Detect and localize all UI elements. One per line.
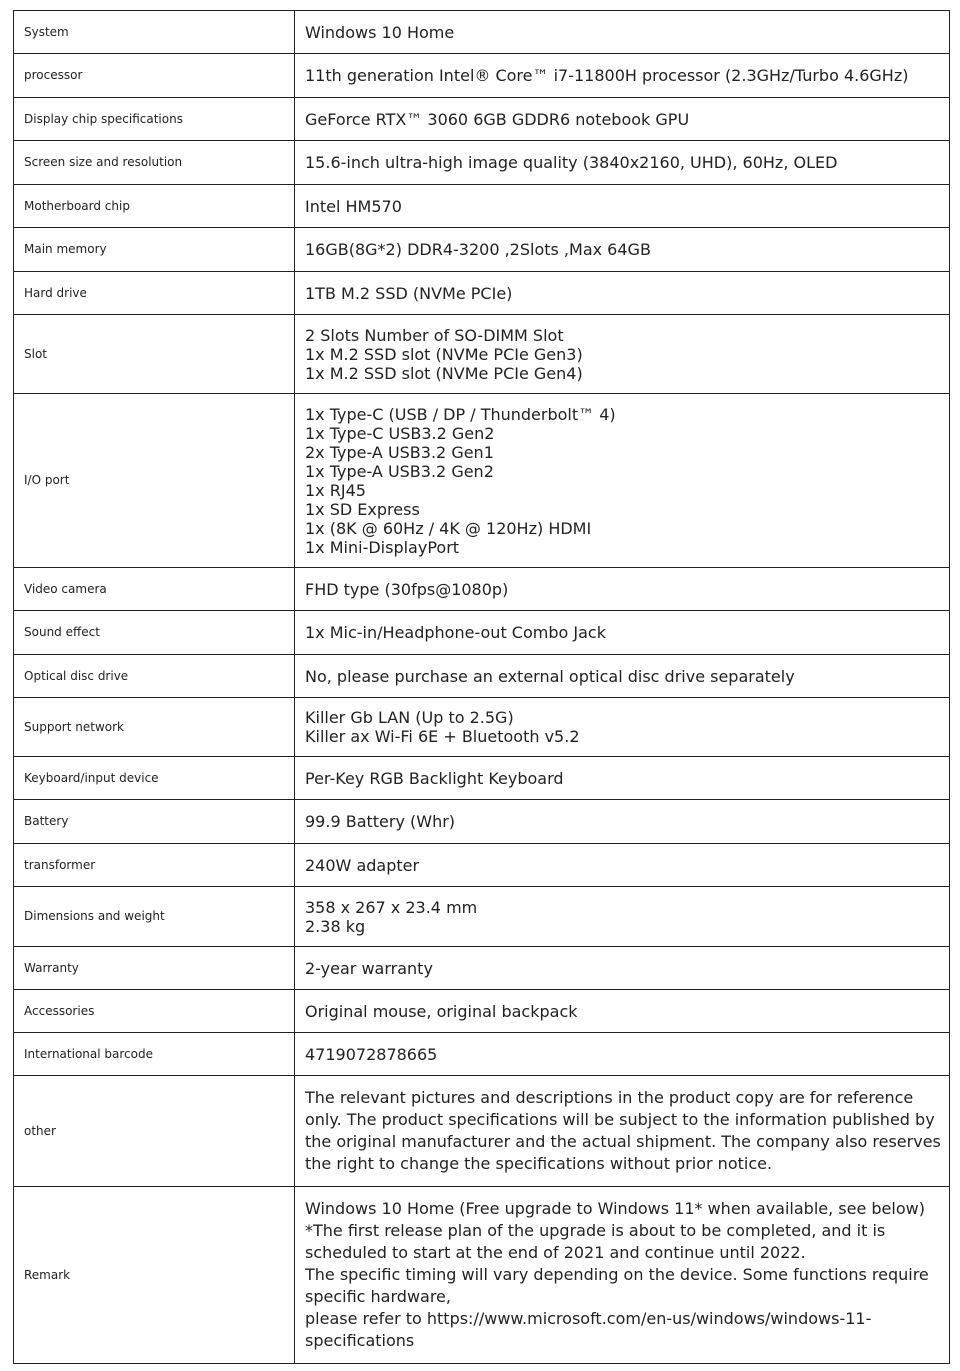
- spec-value: [295, 272, 950, 315]
- spec-row: [14, 315, 950, 394]
- spec-value-paragraph: *The first release plan of the upgrade is about to be completed, and it is scheduled to start at the end of 2021 and continue until 2022.: [305, 1221, 886, 1262]
- spec-row: [14, 698, 950, 757]
- spec-row: [14, 887, 950, 947]
- spec-value-line: 1x SD Express: [305, 499, 420, 519]
- spec-label: Support network: [14, 698, 295, 757]
- spec-value-line: Windows 10 Home: [305, 22, 455, 42]
- spec-value-line: 1x Type-C (USB / DP / Thunderbolt™ 4): [305, 404, 616, 424]
- spec-value-line: 1x Mic-in/Headphone-out Combo Jack: [305, 623, 606, 642]
- spec-value-line: Killer ax Wi-Fi 6E + Bluetooth v5.2: [305, 727, 580, 746]
- spec-value: [295, 228, 950, 272]
- spec-value-line: 358 x 267 x 23.4 mm: [305, 897, 478, 917]
- spec-row: [14, 800, 950, 844]
- spec-row: [14, 611, 950, 655]
- spec-value-line: 1x Mini-DisplayPort: [305, 537, 460, 557]
- spec-value: [295, 698, 950, 757]
- spec-value: [295, 757, 950, 800]
- spec-row: [14, 272, 950, 315]
- spec-row: [14, 185, 950, 228]
- spec-label: Screen size and resolution: [14, 141, 295, 185]
- spec-label: Remark: [14, 1187, 295, 1364]
- spec-value: [295, 54, 950, 98]
- spec-value-paragraph: The relevant pictures and descriptions in the product copy are for reference only. The product specifications will be subject to the information published by the original manufacturer and the actual shipment. The company also reserves the right to change the specifications without prior notice.: [305, 1088, 941, 1173]
- spec-row: [14, 757, 950, 800]
- spec-label: Dimensions and weight: [14, 887, 295, 947]
- spec-label: International barcode: [14, 1033, 295, 1076]
- spec-row: [14, 1033, 950, 1076]
- spec-value-line: 16GB(8G*2) DDR4-3200 ,2Slots ,Max 64GB: [305, 240, 651, 259]
- spec-value-line: 4719072878665: [305, 1044, 438, 1064]
- spec-value-line: 2x Type-A USB3.2 Gen1: [305, 442, 494, 462]
- spec-value-line: FHD type (30fps@1080p): [305, 579, 509, 599]
- spec-value-line: 1x Type-A USB3.2 Gen2: [305, 461, 494, 481]
- spec-value: [295, 611, 950, 655]
- spec-row: [14, 655, 950, 698]
- spec-row: [14, 11, 950, 54]
- spec-value: [295, 98, 950, 141]
- spec-label: I/O port: [14, 394, 295, 568]
- spec-label: Keyboard/input device: [14, 757, 295, 800]
- spec-value: [295, 315, 950, 394]
- spec-label: Sound effect: [14, 611, 295, 655]
- spec-label: Hard drive: [14, 272, 295, 315]
- spec-value-line: No, please purchase an external optical disc drive separately: [305, 666, 795, 686]
- spec-value: [295, 185, 950, 228]
- spec-value-line: 2.38 kg: [305, 916, 366, 936]
- spec-label: Optical disc drive: [14, 655, 295, 698]
- spec-row: [14, 568, 950, 611]
- spec-label: Accessories: [14, 990, 295, 1033]
- spec-value-line: 1x Type-C USB3.2 Gen2: [305, 423, 495, 443]
- spec-value-line: Killer Gb LAN (Up to 2.5G): [305, 708, 514, 727]
- spec-value: [295, 394, 950, 568]
- spec-value-line: 1x RJ45: [305, 480, 366, 500]
- spec-value: [295, 655, 950, 698]
- spec-row: [14, 54, 950, 98]
- spec-table: [13, 10, 950, 1364]
- spec-label: Slot: [14, 315, 295, 394]
- spec-label: processor: [14, 54, 295, 98]
- spec-value: [295, 1076, 950, 1187]
- spec-value-line: 1x M.2 SSD slot (NVMe PCIe Gen4): [305, 363, 583, 383]
- spec-label: Motherboard chip: [14, 185, 295, 228]
- spec-row: [14, 947, 950, 990]
- spec-row: [14, 141, 950, 185]
- spec-label: Warranty: [14, 947, 295, 990]
- spec-label: other: [14, 1076, 295, 1187]
- spec-label: Video camera: [14, 568, 295, 611]
- spec-row: [14, 990, 950, 1033]
- spec-label: transformer: [14, 844, 295, 887]
- spec-value: [295, 1187, 950, 1364]
- spec-value-paragraph: The specific timing will vary depending on the device. Some functions require specific hardware,: [305, 1265, 929, 1306]
- spec-value-line: 240W adapter: [305, 855, 420, 875]
- spec-value-line: Original mouse, original backpack: [305, 1001, 578, 1021]
- spec-row: [14, 1076, 950, 1187]
- spec-row: [14, 228, 950, 272]
- spec-value-line: Intel HM570: [305, 196, 402, 216]
- spec-row: [14, 844, 950, 887]
- spec-label: Display chip specifications: [14, 98, 295, 141]
- spec-value-line: 11th generation Intel® Core™ i7-11800H processor (2.3GHz/Turbo 4.6GHz): [305, 66, 909, 85]
- spec-value-paragraph: Windows 10 Home (Free upgrade to Windows 11* when available, see below): [305, 1199, 925, 1218]
- spec-value: [295, 887, 950, 947]
- spec-value-line: Per-Key RGB Backlight Keyboard: [305, 768, 564, 788]
- spec-value: [295, 990, 950, 1033]
- spec-value: [295, 800, 950, 844]
- spec-row: [14, 1187, 950, 1364]
- spec-value: [295, 1033, 950, 1076]
- spec-value-line: 99.9 Battery (Whr): [305, 812, 456, 831]
- spec-value-paragraph: please refer to https://www.microsoft.com/en-us/windows/windows-11-specifications: [305, 1309, 872, 1350]
- spec-label: Main memory: [14, 228, 295, 272]
- spec-row: [14, 394, 950, 568]
- spec-value-line: 2-year warranty: [305, 958, 433, 978]
- spec-label: Battery: [14, 800, 295, 844]
- spec-value-line: 2 Slots Number of SO-DIMM Slot: [305, 325, 564, 345]
- spec-value: [295, 844, 950, 887]
- spec-value: [295, 568, 950, 611]
- spec-value-line: 1x (8K @ 60Hz / 4K @ 120Hz) HDMI: [305, 518, 592, 538]
- spec-table-body: [14, 11, 950, 1364]
- spec-value-line: 15.6-inch ultra-high image quality (3840x2160, UHD), 60Hz, OLED: [305, 153, 838, 172]
- spec-value-line: GeForce RTX™ 3060 6GB GDDR6 notebook GPU: [305, 109, 690, 129]
- spec-value-line: 1TB M.2 SSD (NVMe PCIe): [305, 283, 513, 303]
- spec-value-line: 1x M.2 SSD slot (NVMe PCIe Gen3): [305, 344, 583, 364]
- spec-value: [295, 11, 950, 54]
- spec-value: [295, 141, 950, 185]
- spec-row: [14, 98, 950, 141]
- spec-value: [295, 947, 950, 990]
- spec-label: System: [14, 11, 295, 54]
